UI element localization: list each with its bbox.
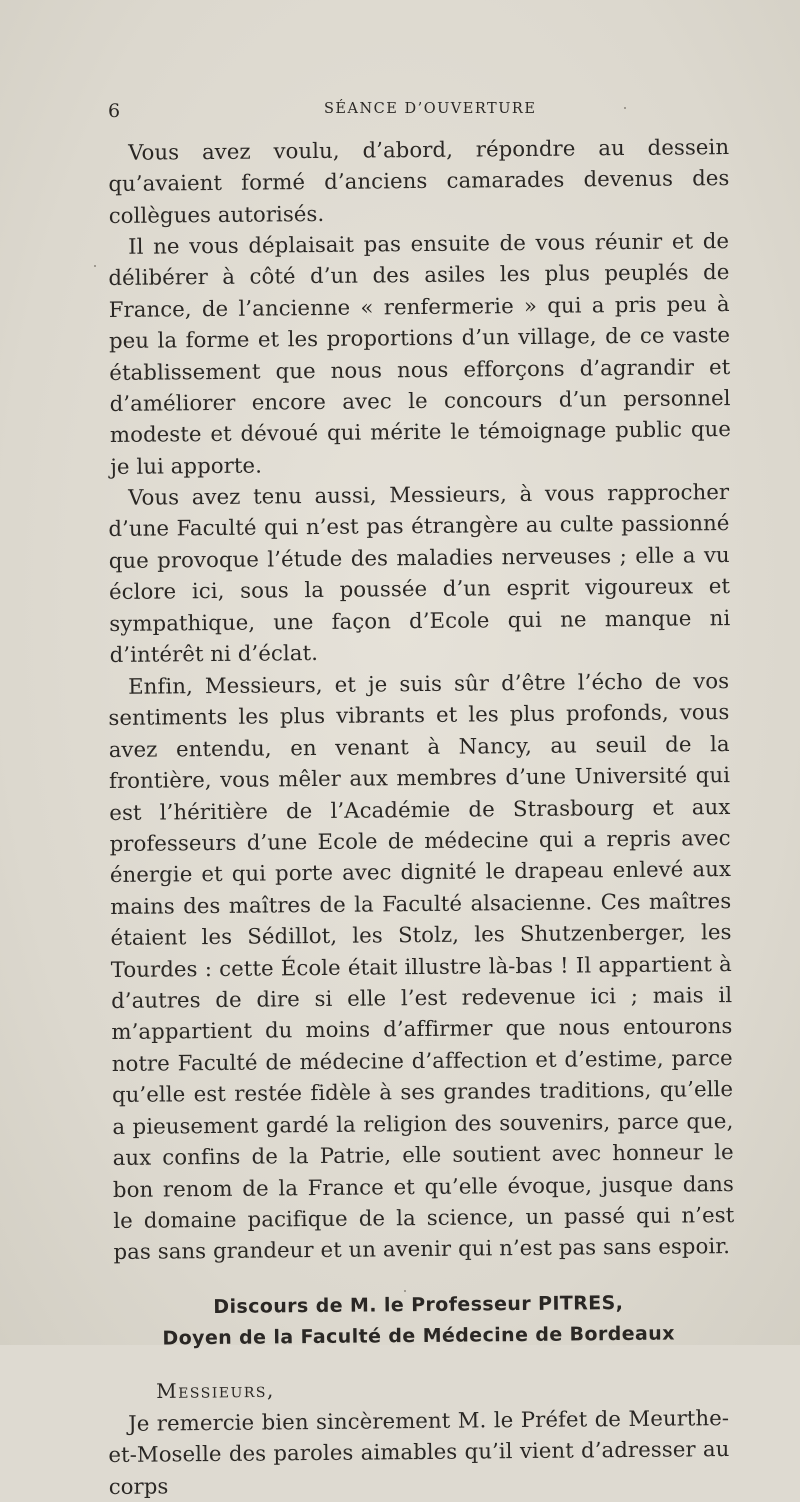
paper-speck xyxy=(404,1290,406,1292)
section-heading-line-1: Discours de M. le Professeur PITRES, xyxy=(213,1291,624,1318)
body-paragraph-last: Je remercie bien sincèrement M. le Préfet de Meurthe-et-Moselle des paroles aimables qu’il vient d’adresser au corps xyxy=(108,1404,730,1499)
paper-speck xyxy=(94,265,96,267)
salutation: Messieurs, xyxy=(156,1377,275,1403)
body-paragraph: Vous avez voulu, d’abord, répondre au dessein qu’avaient formé d’anciens camarades devenus des collègues autorisés. xyxy=(108,134,730,228)
paper-speck xyxy=(624,107,626,109)
body-paragraph: Enfin, Messieurs, et je suis sûr d’être l’écho de vos sentiments les plus vibrants et les plus profonds, vous avez entendu, en venant à Nancy, au seuil de la frontière, vous mêler aux membres d’une Université qui est l’héritière de l’Académie de Strasbourg et aux professeurs d’une Ecole de médecine qui a repris avec énergie et qui porte avec dignité le drapeau enlevé aux mains des maîtres de la Faculté alsacienne. Ces maîtres étaient les Sédillot, les Stolz, les Shutzenberger, les Tourdes : cette École était illustre là-bas ! Il appartient à d’autres de dire si elle l’est redevenue ici ; mais il m’appartient du moins d’affirmer que nous entourons notre Faculté de médecine d’affection et d’estime, parce qu’elle est restée fidèle à ses grandes traditions, qu’elle a pieusement gardé la religion des souvenirs, parce que, aux confins de la Patrie, elle soutient avec honneur le bon renom de la France et qu’elle évoque, jusque dans le domaine pacifique de la science, un passé qui n’est pas sans grandeur et un avenir qui n’est pas sans espoir. xyxy=(108,667,735,1265)
page-header xyxy=(108,96,736,126)
page-number: 6 xyxy=(108,100,121,122)
section-heading-line-2: Doyen de la Faculté de Médecine de Bordeaux xyxy=(162,1322,675,1350)
section-heading xyxy=(108,1287,730,1355)
body-paragraph: Il ne vous déplaisait pas ensuite de vous réunir et de délibérer à côté d’un des asiles les plus peuplés de France, de l’ancienne « renfermerie » qui a pris peu à peu la forme et les proportions d’un village, de ce vaste établissement que nous nous efforçons d’agrandir et d’améliorer encore avec le concours d’un personnel modeste et dévoué qui mérite le témoignage public que je lui apporte. xyxy=(108,228,732,480)
body-paragraph: Vous avez tenu aussi, Messieurs, à vous rapprocher d’une Faculté qui n’est pas étrangère au culte passionné que provoque l’étude des maladies nerveuses ; elle a vu éclore ici, sous la poussée d’un esprit vigoureux et sympathique, une façon d’Ecole qui ne manque ni d’intérêt ni d’éclat. xyxy=(108,479,731,668)
running-head: SÉANCE D’OUVERTURE xyxy=(324,101,537,117)
page-body xyxy=(108,134,735,1502)
